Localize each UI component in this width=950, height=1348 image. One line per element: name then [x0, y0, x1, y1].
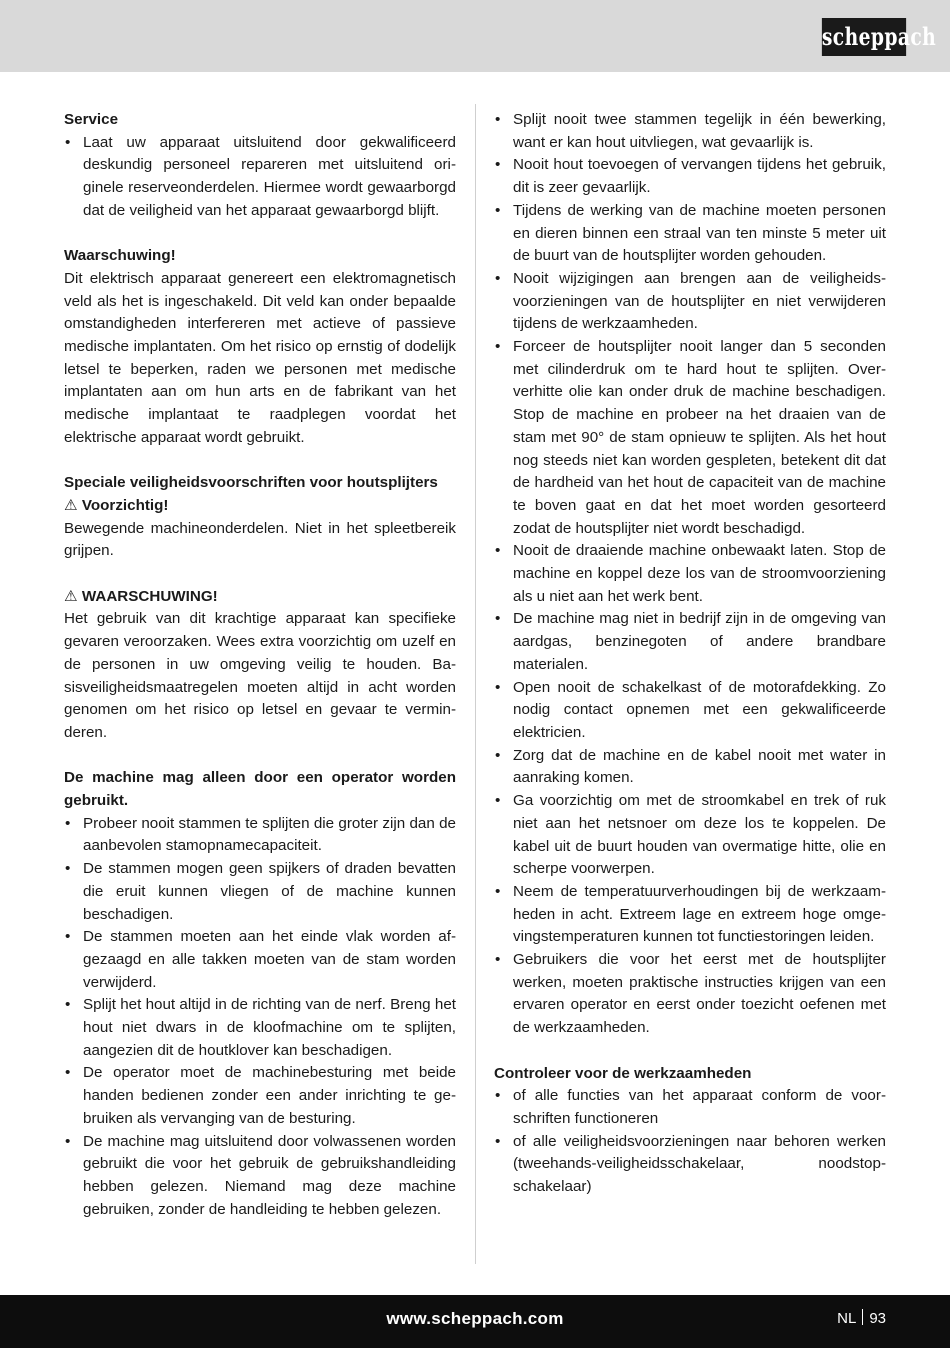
warning2-heading-label: WAARSCHUWING! [81, 587, 218, 605]
list-item: • Forceer de houtsplijter nooit langer dan 5 seconden met cilinderdruk om te hard hout te splijten. Oververhitte olie kan onder druk de machine beschadigen. Stop de machine en probeer na het draaien van de stam met 90° de stam opnieuw te splijten. Als het hout nog steeds niet kan worden gespleten, betekent dit dat de hardheid van het hout de capaciteit van de machine te boven gaat en dat het moet worden gesorteerd zodat de houtsplijter niet wordt beschadigd. [494, 336, 886, 540]
page-number: 93 [869, 1310, 886, 1327]
service-heading: Service [64, 111, 119, 128]
list-item: • Nooit hout toevoegen of vervangen tijdens het gebruik, dit is zeer gevaarlijk. [494, 154, 886, 199]
caution-text: Bewegende machineonderdelen. Niet in het spleetbereik grijpen. [64, 519, 456, 560]
page-indicator [837, 1295, 886, 1342]
warning2-text: Het gebruik van dit krachtige apparaat kan specifieke gevaren veroorzaken. Wees extra voorzichtig om uzelf en de personen in uw omgeving veilig te houden. Basisveiligheidsmaatregelen moeten altijd in acht worden genomen om het risico op letsel en gevaar te verminderen. [64, 610, 456, 741]
scheppach-logo: scheppach [822, 18, 906, 56]
list-item: • Neem de temperatuurverhoudingen bij de werkzaamheden in acht. Extreem lage en extreem hoge omgevingstemperaturen kunnen tot functiestoringen leiden. [494, 881, 886, 949]
list-item: • of alle veiligheidsvoorzieningen naar behoren werken (tweehands-veiligheidsschakelaar, noodstopschakelaar) [494, 1131, 886, 1199]
check-heading: Controleer voor de werkzaamheden [494, 1064, 752, 1082]
page-separator [862, 1309, 863, 1325]
list-item: • Open nooit de schakelkast of de motorafdekking. Zo nodig contact opnemen met een gekwalificeerde elektricien. [494, 677, 886, 745]
list-item: • of alle functies van het apparaat conform de voorschriften functioneren [494, 1085, 886, 1130]
list-item: • Ga voorzichtig om met de stroomkabel en trek of ruk niet aan het netsnoer om deze los te koppelen. De kabel uit de buurt houden van overmatige hitte, olie en scherpe voorwerpen. [494, 790, 886, 881]
list-item: • Splijt nooit twee stammen tegelijk in één bewerking, want er kan hout uitvliegen, wat gevaarlijk is. [494, 109, 886, 154]
list-item: • Probeer nooit stammen te splijten die groter zijn dan de aanbevolen stamopnamecapaciteit. [64, 813, 456, 858]
warning-triangle-icon: ⚠ [64, 496, 78, 514]
service-list [64, 132, 456, 223]
list-item: • Tijdens de werking van de machine moeten personen en dieren binnen een straal van ten minste 5 meter uit de buurt van de houtsplijter worden gehouden. [494, 200, 886, 268]
list-item: • Splijt het hout altijd in de richting van de nerf. Breng het hout niet dwars in de kloofmachine om te splijten, aangezien dit de houtklover kan beschadigen. [64, 994, 456, 1062]
operator-list [64, 813, 456, 1222]
caution-heading [64, 495, 456, 518]
footer [0, 1295, 950, 1348]
left-column [64, 109, 456, 1221]
list-item: • Zorg dat de machine en de kabel nooit met water in aanraking komen. [494, 745, 886, 790]
website-link[interactable]: www.scheppach.com [386, 1309, 564, 1328]
language-code: NL [837, 1310, 857, 1327]
right-column [494, 109, 886, 1199]
list-item: • De stammen moeten aan het einde vlak worden afgezaagd en alle takken moeten van de stam worden verwijderd. [64, 926, 456, 994]
header-band [0, 0, 950, 72]
warning-triangle-icon: ⚠ [64, 587, 78, 605]
list-item: • De machine mag uitsluitend door volwassenen worden gebruikt die voor het gebruik de gebruikshandleiding hebben gelezen. Niemand mag deze machine gebruiken, zonder de handleiding te hebben gelezen. [64, 1131, 456, 1222]
list-item: • De machine mag niet in bedrijf zijn in de omgeving van aardgas, benzinegoten of andere brandbare materialen. [494, 608, 886, 676]
caution-heading-label: Voorzichtig! [81, 496, 169, 514]
check-list [494, 1085, 886, 1199]
list-item: • Laat uw apparaat uitsluitend door gekwalificeerd deskundig personeel repareren met uitsluitend originele reserveonderdelen. Hiermee wordt gewaarborgd dat de veiligheid van het apparaat gewaarborgd blijft. [64, 132, 456, 223]
warning2-heading [64, 586, 456, 609]
warning-text: Dit elektrisch apparaat genereert een elektromagnetisch veld als het is ingeschakeld. Dit veld kan onder bepaalde omstandigheden interfereren met actieve of passieve medische implantaten. Om het risico op ernstig of dodelijk letsel te beperken, raden we personen met medische implantaten aan om hun arts en de fabrikant van het medische implantaat te raadplegen voordat het elektrische apparaat wordt gebruikt. [64, 269, 456, 446]
list-item: • De operator moet de machinebesturing met beide handen bedienen zonder een ander inrichting te gebruiken als vervanging van de besturing. [64, 1062, 456, 1130]
safety-list [494, 109, 886, 1040]
operator-heading: De machine mag alleen door een operator worden gebruikt. [64, 769, 456, 810]
special-safety-heading: Speciale veiligheidsvoorschriften voor houtsplijters [64, 474, 438, 492]
list-item: • Nooit de draaiende machine onbewaakt laten. Stop de machine en koppel deze los van de stroomvoorziening als u niet aan het werk bent. [494, 540, 886, 608]
list-item: • Gebruikers die voor het eerst met de houtsplijter werken, moeten praktische instructies krijgen van een ervaren operator en eerst onder toezicht oefenen met de werkzaamheden. [494, 949, 886, 1040]
column-divider [475, 104, 476, 1264]
list-item: • Nooit wijzigingen aan brengen aan de veiligheidsvoorzieningen van de houtsplijter en niet verwijderen tijdens de werkzaamheden. [494, 268, 886, 336]
warning-heading: Waarschuwing! [64, 247, 176, 265]
list-item: • De stammen mogen geen spijkers of draden bevatten die eruit kunnen vliegen of de machine kunnen beschadigen. [64, 858, 456, 926]
